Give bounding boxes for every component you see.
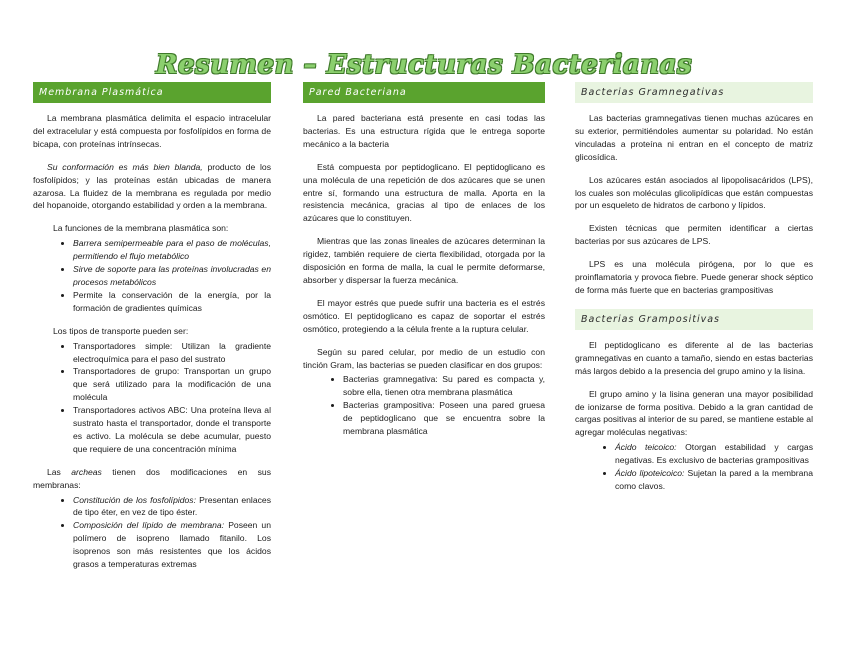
archeas-item: • Constitución de los fosfolípidos: Presentan enlaces de tipo éter, en vez de tipo éster. [73,494,271,520]
pared-column [303,82,545,448]
grupo-item: • Bacterias grampositiva: Poseen una pared gruesa de peptidoglicano que se encuentra sobre la membrana plasmática [343,399,545,438]
funcion-item: • Sirve de soporte para las proteínas involucradas en procesos metabólicos [73,263,271,289]
transporte-intro: Los tipos de transporte pueden ser: [53,325,189,336]
gramneg-p1: Las bacterias gramnegativas tienen muchas azúcares en su exterior, permitiéndoles aumentar su polaridad. No están vinculadas a proteína ni entran en el concepto de matriz glicosídica. [575,113,813,162]
membrana-p2 [33,161,271,213]
grampos-item: • Ácido lipoteicoico: Sujetan la pared a la membrana como clavos. [615,467,813,493]
grampos-list [575,441,813,493]
membrana-p2-em: Su conformación es más bien blanda, [47,161,203,172]
funcion-item: • Barrera semipermeable para el paso de moléculas, permitiendo el flujo metabólico [73,237,271,263]
grupos-list [303,373,545,438]
grampos-p1: El peptidoglicano es diferente al de las bacterias gramnegativas en cuanto a tamaño, siendo en estas bacterias más largos debido a la presencia del grupo amino y la lisina. [575,339,813,376]
pared-p1: La pared bacteriana está presente en casi todas las bacterias. Es una estructura rígida que le entrega soporte mecánico a la bacteria [303,113,545,149]
funciones-intro: La funciones de la membrana plasmática son: [53,223,229,234]
transporte-list [33,340,271,456]
grampos-p2: El grupo amino y la lisina generan una mayor posibilidad de ionizarse de forma positiva. Debido a la gran cantidad de cargas positivas al interior de su pared, se mantiene estable al agregar moléculas negativas: [575,388,813,438]
gramneg-p4: LPS es una molécula pirógena, por lo que es proinflamatoria y provoca fiebre. Puede generar shock séptico de forma más fuerte que en bacterias grampositivas [575,259,813,295]
funcion-item: • Permite la conservación de la energía, por la formación de gradientes químicas [73,289,271,315]
membrana-header: Membrana Plasmática [33,82,271,103]
gramneg-p3: Existen técnicas que permiten identificar a ciertas bacterias por sus azúcares de LPS. [575,223,813,247]
grampos-item: • Ácido teicoico: Otorgan estabilidad y cargas negativas. Es exclusivo de bacterias grampositivas [615,441,813,467]
membrana-p1: La membrana plasmática delimita el espacio intracelular del extracelular y está compuesta por fosfolípidos en forma de bicapa, con proteínas intrínsecas. [33,113,271,149]
archeas-item: • Composición del lípido de membrana: Poseen un polímero de isopreno llamado fitanilo. Los isoprenos son más resistentes que los ácidos grasos a temperaturas extremas [73,519,271,571]
pared-header: Pared Bacteriana [303,82,545,103]
funciones-list [33,237,271,314]
gramneg-p2: Los azúcares están asociados al lipopolisacáridos (LPS), los cuales son moléculas glicolipídicas que están compuestas por un esqueleto de hidratos de carbono y lípidos. [575,174,813,211]
gramneg-header: Bacterias Gramnegativas [575,82,813,103]
transporte-item: • Transportadores simple: Utilizan la gradiente electroquímica para el paso del sustrato [73,340,271,366]
archeas-list [33,494,271,571]
membrana-column [33,82,271,581]
page-title: Resumen – Estructuras Bacterianas [155,50,693,80]
archeas-intro: Las archeas tienen dos modificaciones en sus membranas: [33,466,271,490]
grampos-header: Bacterias Grampositivas [575,309,813,330]
bacterias-column [575,82,813,503]
pared-p2: Está compuesta por peptidoglicano. El peptidoglicano es una molécula de una repetición de dos azúcares que se unen entre sí, formando una estructura de malla. Aporta en la resistencia mecánica, gracias al tipo de enlaces de los azúcares que lo constituyen. [303,161,545,224]
transporte-item: • Transportadores activos ABC: Una proteína lleva al sustrato hasta el transportador, donde el transporte es activo. La molécula se debe acumular, puesto que requiere de una concentración mínima [73,404,271,456]
pared-p4: El mayor estrés que puede sufrir una bacteria es el estrés osmótico. El peptidoglicano es capaz de soportar el estrés osmótico, protegiendo a la célula frente a la ruptura celular. [303,297,545,334]
membrana-p2-rest: producto de los fosfolípidos; y las proteínas están ubicadas de manera azarosa. La fluidez de la membrana es regulada por medio del hopanoide, otorgando estabilidad y orden a la membrana. [33,161,271,211]
grupo-item: • Bacterias gramnegativa: Su pared es compacta y, sobre ella, tienen otra membrana plasmática [343,373,545,399]
transporte-item: • Transportadores de grupo: Transportan un grupo que será utilizado para la modificación de una molécula [73,365,271,404]
pared-p3: Mientras que las zonas lineales de azúcares determinan la rigidez, también requiere de cierta flexibilidad, otorgada por la disposición en forma de malla, la cual le permite deformarse, absorber y dispersar la fuerza mecánica. [303,236,545,285]
pared-p5: Según su pared celular, por medio de un estudio con tinción Gram, las bacterias se pueden clasificar en dos grupos: [303,346,545,370]
